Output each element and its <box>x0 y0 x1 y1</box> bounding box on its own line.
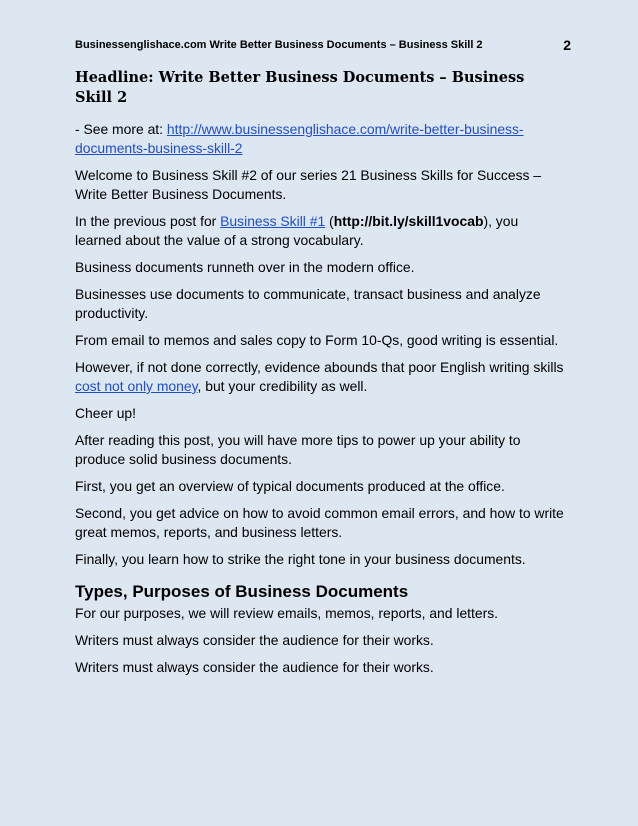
previous-after: ), you learned about the value of a strong vocabulary. <box>75 213 519 248</box>
email-memos-paragraph: From email to memos and sales copy to Form 10-Qs, good writing is essential. <box>75 332 559 348</box>
see-more-paragraph <box>75 120 566 158</box>
previous-post-paragraph <box>75 212 566 250</box>
source-url-link[interactable]: http://www.businessenglishace.com/write-better-business-documents-business-skill-2 <box>75 121 524 156</box>
see-more-prefix: - See more at: <box>75 121 167 137</box>
second-paragraph: Second, you get advice on how to avoid common email errors, and how to write great memos, reports, and business letters. <box>75 505 564 540</box>
section-heading: Types, Purposes of Business Documents <box>75 582 409 601</box>
communicate-paragraph: Businesses use documents to communicate, transact business and analyze productivity. <box>75 286 541 321</box>
previous-middle: ( <box>325 213 334 229</box>
page-number: 2 <box>563 37 571 53</box>
after-reading-paragraph: After reading this post, you will have more tips to power up your ability to produce solid business documents. <box>75 432 521 467</box>
however-after: , but your credibility as well. <box>197 378 368 394</box>
writers-paragraph-2: Writers must always consider the audience for their works. <box>75 659 434 675</box>
however-paragraph <box>75 358 566 396</box>
headline: Headline: Write Better Business Documents – Business Skill 2 <box>75 69 525 106</box>
finally-paragraph: Finally, you learn how to strike the right tone in your business documents. <box>75 551 526 567</box>
writers-paragraph-1: Writers must always consider the audience for their works. <box>75 632 434 648</box>
previous-before: In the previous post for <box>75 213 221 229</box>
header-text: Businessenglishace.com Write Better Business Documents – Business Skill 2 <box>75 39 483 51</box>
cost-not-only-money-link[interactable]: cost not only money <box>75 378 198 394</box>
page-header <box>75 0 571 68</box>
business-skill-1-link[interactable]: Business Skill #1 <box>220 213 326 229</box>
first-paragraph: First, you get an overview of typical documents produced at the office. <box>75 478 505 494</box>
short-url: http://bit.ly/skill1vocab <box>333 213 484 229</box>
however-before: However, if not done correctly, evidence abounds that poor English writing skills <box>75 359 564 375</box>
purposes-paragraph: For our purposes, we will review emails, memos, reports, and letters. <box>75 605 499 621</box>
welcome-paragraph: Welcome to Business Skill #2 of our series 21 Business Skills for Success – Write Better Business Documents. <box>75 167 542 202</box>
cheer-paragraph: Cheer up! <box>75 405 137 421</box>
runneth-paragraph: Business documents runneth over in the modern office. <box>75 259 415 275</box>
